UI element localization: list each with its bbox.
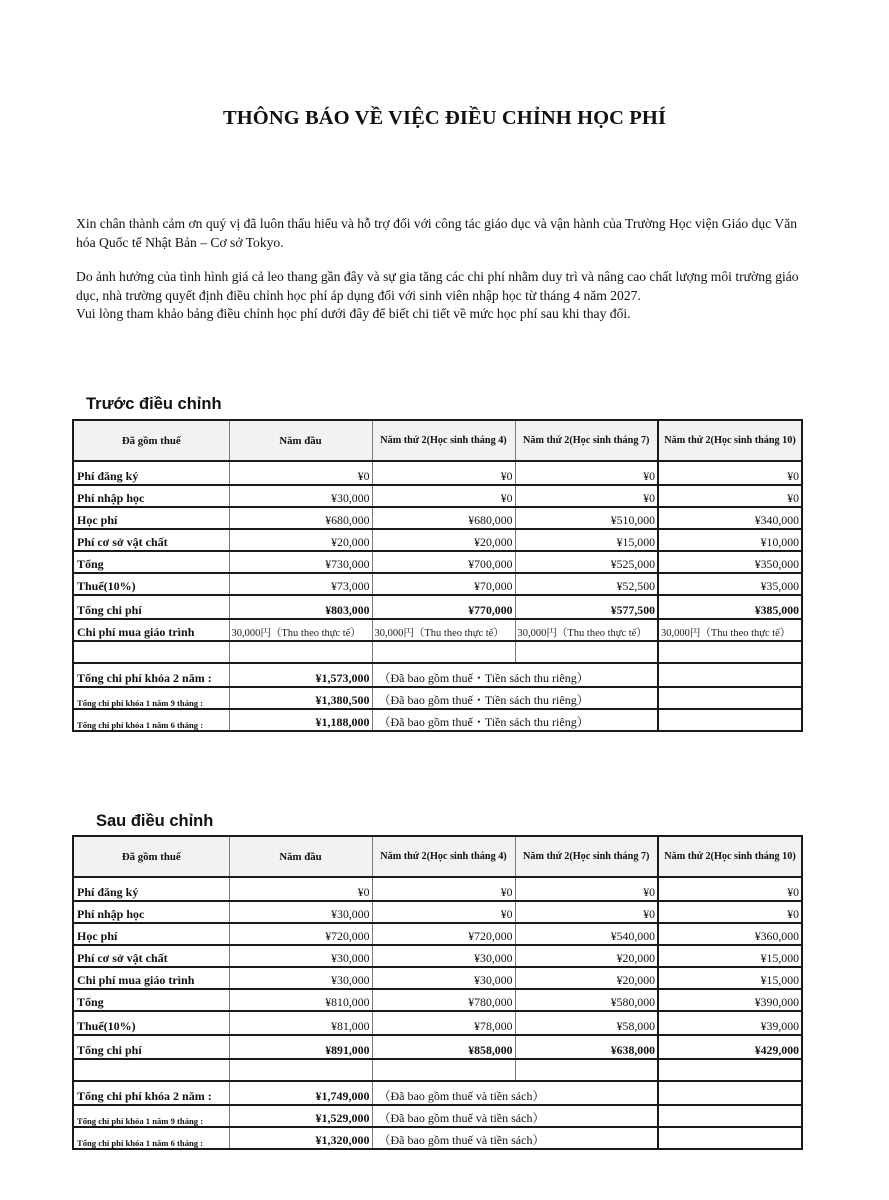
summary-label: Tổng chi phí khóa 1 năm 6 tháng : xyxy=(73,709,229,731)
cell-value: ¥35,000 xyxy=(658,573,802,595)
column-header: Năm thứ 2(Học sinh tháng 4) xyxy=(372,836,515,877)
table-row xyxy=(73,619,802,641)
cell-value: ¥15,000 xyxy=(658,967,802,989)
row-label: Thuế(10%) xyxy=(73,573,229,595)
empty-cell xyxy=(229,1059,372,1081)
table-header-row xyxy=(73,836,802,877)
cell-value: ¥0 xyxy=(658,461,802,485)
empty-cell xyxy=(73,1059,229,1081)
cell-value: ¥0 xyxy=(658,901,802,923)
before-fee-table xyxy=(72,419,803,732)
cell-value: ¥580,000 xyxy=(515,989,658,1011)
table-row xyxy=(73,551,802,573)
summary-row xyxy=(73,1081,802,1105)
intro-paragraph: Xin chân thành cảm ơn quý vị đã luôn thấu hiểu và hỗ trợ đối với công tác giáo dục và vận hành của Trường Học viện Giáo dục Văn hóa Quốc tế Nhật Bản – Cơ sở Tokyo. xyxy=(76,216,798,250)
table-row xyxy=(73,461,802,485)
summary-label: Tổng chi phí khóa 1 năm 9 tháng : xyxy=(73,1105,229,1127)
cell-value: ¥30,000 xyxy=(372,945,515,967)
row-label: Tổng xyxy=(73,551,229,573)
cell-value: ¥700,000 xyxy=(372,551,515,573)
cell-value: ¥30,000 xyxy=(372,967,515,989)
summary-note: （Đã bao gồm thuế・Tiền sách thu riêng） xyxy=(372,663,658,687)
table-row xyxy=(73,923,802,945)
cell-value: ¥20,000 xyxy=(372,529,515,551)
summary-row xyxy=(73,1127,802,1149)
summary-note: （Đã bao gồm thuế・Tiền sách thu riêng） xyxy=(372,687,658,709)
cell-value: ¥525,000 xyxy=(515,551,658,573)
summary-value: ¥1,529,000 xyxy=(229,1105,372,1127)
row-label: Phí đăng ký xyxy=(73,461,229,485)
cell-value: ¥0 xyxy=(515,901,658,923)
cell-value: ¥58,000 xyxy=(515,1011,658,1035)
column-header: Năm thứ 2(Học sinh tháng 7) xyxy=(515,420,658,461)
summary-note: （Đã bao gồm thuế và tiền sách） xyxy=(372,1105,658,1127)
summary-label: Tổng chi phí khóa 2 năm : xyxy=(73,663,229,687)
cell-value: ¥385,000 xyxy=(658,595,802,619)
table-row xyxy=(73,901,802,923)
cell-value: ¥10,000 xyxy=(658,529,802,551)
summary-row xyxy=(73,709,802,731)
row-label: Thuế(10%) xyxy=(73,1011,229,1035)
page-title: THÔNG BÁO VỀ VIỆC ĐIỀU CHỈNH HỌC PHÍ xyxy=(222,107,667,129)
summary-value: ¥1,320,000 xyxy=(229,1127,372,1149)
cell-value: ¥680,000 xyxy=(372,507,515,529)
row-label: Phí đăng ký xyxy=(73,877,229,901)
row-label: Tổng xyxy=(73,989,229,1011)
cell-value: ¥78,000 xyxy=(372,1011,515,1035)
cell-value: ¥638,000 xyxy=(515,1035,658,1059)
table-row xyxy=(73,1011,802,1035)
row-label: Phí nhập học xyxy=(73,485,229,507)
cell-value: 30,000円（Thu theo thực tế） xyxy=(515,619,658,641)
empty-cell xyxy=(658,1081,802,1105)
cell-value: ¥0 xyxy=(372,461,515,485)
cell-value: ¥803,000 xyxy=(229,595,372,619)
cell-value: ¥20,000 xyxy=(515,967,658,989)
row-label: Phí nhập học xyxy=(73,901,229,923)
cell-value: ¥0 xyxy=(229,877,372,901)
table-row xyxy=(73,507,802,529)
summary-value: ¥1,749,000 xyxy=(229,1081,372,1105)
table-row xyxy=(73,485,802,507)
cell-value: 30,000円（Thu theo thực tế） xyxy=(658,619,802,641)
row-label: Học phí xyxy=(73,923,229,945)
cell-value: ¥540,000 xyxy=(515,923,658,945)
cell-value: ¥30,000 xyxy=(229,485,372,507)
summary-note: （Đã bao gồm thuế và tiền sách） xyxy=(372,1127,658,1149)
summary-row xyxy=(73,1105,802,1127)
cell-value: 30,000円（Thu theo thực tế） xyxy=(372,619,515,641)
cell-value: ¥891,000 xyxy=(229,1035,372,1059)
cell-value: ¥680,000 xyxy=(229,507,372,529)
table-row xyxy=(73,989,802,1011)
empty-cell xyxy=(658,663,802,687)
cell-value: ¥0 xyxy=(658,877,802,901)
empty-cell xyxy=(229,641,372,663)
cell-value: ¥577,500 xyxy=(515,595,658,619)
cell-value: ¥0 xyxy=(515,485,658,507)
spacer-row xyxy=(73,641,802,663)
cell-value: ¥429,000 xyxy=(658,1035,802,1059)
row-label: Tổng chi phí xyxy=(73,1035,229,1059)
cell-value: ¥510,000 xyxy=(515,507,658,529)
column-header: Năm đầu xyxy=(229,836,372,877)
cell-value: ¥0 xyxy=(372,901,515,923)
cell-value: ¥52,500 xyxy=(515,573,658,595)
summary-label: Tổng chi phí khóa 1 năm 9 tháng : xyxy=(73,687,229,709)
row-label: Chi phí mua giáo trình xyxy=(73,619,229,641)
empty-cell xyxy=(658,709,802,731)
column-header: Năm đầu xyxy=(229,420,372,461)
cell-value: ¥0 xyxy=(372,485,515,507)
column-header: Đã gồm thuế xyxy=(73,836,229,877)
empty-cell xyxy=(515,641,658,663)
cell-value: ¥0 xyxy=(372,877,515,901)
table-row xyxy=(73,945,802,967)
cell-value: ¥360,000 xyxy=(658,923,802,945)
cell-value: ¥0 xyxy=(658,485,802,507)
summary-note: （Đã bao gồm thuế・Tiền sách thu riêng） xyxy=(372,709,658,731)
cell-value: ¥730,000 xyxy=(229,551,372,573)
cell-value: ¥770,000 xyxy=(372,595,515,619)
cell-value: ¥0 xyxy=(515,877,658,901)
table-header-row xyxy=(73,420,802,461)
cell-value: ¥350,000 xyxy=(658,551,802,573)
summary-value: ¥1,188,000 xyxy=(229,709,372,731)
column-header: Đã gồm thuế xyxy=(73,420,229,461)
cell-value: ¥780,000 xyxy=(372,989,515,1011)
empty-cell xyxy=(658,641,802,663)
table-row xyxy=(73,967,802,989)
table-row-total xyxy=(73,1035,802,1059)
cell-value: 30,000円（Thu theo thực tế） xyxy=(229,619,372,641)
empty-cell xyxy=(658,1059,802,1081)
empty-cell xyxy=(372,1059,515,1081)
table-row-total xyxy=(73,595,802,619)
cell-value: ¥30,000 xyxy=(229,967,372,989)
spacer-row xyxy=(73,1059,802,1081)
notice-paragraph xyxy=(76,268,816,324)
cell-value: ¥390,000 xyxy=(658,989,802,1011)
column-header: Năm thứ 2(Học sinh tháng 4) xyxy=(372,420,515,461)
row-label: Tổng chi phí xyxy=(73,595,229,619)
empty-cell xyxy=(658,1127,802,1149)
notice-text: Do ảnh hưởng của tình hình giá cả leo thang gần đây và sự gia tăng các chi phí nhằm duy trì và nâng cao chất lượng môi trường giáo dục, nhà trường quyết định điều chỉnh học phí áp dụng đối với sinh viên nhập học từ tháng 4 năm 2027. xyxy=(76,269,799,303)
row-label: Chi phí mua giáo trình xyxy=(73,967,229,989)
cell-value: ¥810,000 xyxy=(229,989,372,1011)
column-header: Năm thứ 2(Học sinh tháng 10) xyxy=(658,420,802,461)
summary-value: ¥1,380,500 xyxy=(229,687,372,709)
row-label: Phí cơ sở vật chất xyxy=(73,529,229,551)
column-header: Năm thứ 2(Học sinh tháng 7) xyxy=(515,836,658,877)
summary-row xyxy=(73,663,802,687)
before-section-title: Trước điều chỉnh xyxy=(86,395,222,413)
summary-label: Tổng chi phí khóa 1 năm 6 tháng : xyxy=(73,1127,229,1149)
cell-value: ¥0 xyxy=(229,461,372,485)
summary-row xyxy=(73,687,802,709)
table-row xyxy=(73,573,802,595)
cell-value: ¥15,000 xyxy=(658,945,802,967)
summary-note: （Đã bao gồm thuế và tiền sách） xyxy=(372,1081,658,1105)
after-fee-table xyxy=(72,835,803,1150)
summary-value: ¥1,573,000 xyxy=(229,663,372,687)
column-header: Năm thứ 2(Học sinh tháng 10) xyxy=(658,836,802,877)
empty-cell xyxy=(515,1059,658,1081)
row-label: Phí cơ sở vật chất xyxy=(73,945,229,967)
empty-cell xyxy=(658,1105,802,1127)
cell-value: ¥20,000 xyxy=(229,529,372,551)
cell-value: ¥39,000 xyxy=(658,1011,802,1035)
after-section-title: Sau điều chỉnh xyxy=(96,812,214,830)
empty-cell xyxy=(372,641,515,663)
cell-value: ¥858,000 xyxy=(372,1035,515,1059)
cell-value: ¥720,000 xyxy=(372,923,515,945)
notice-reference-text: Vui lòng tham khảo bảng điều chỉnh học phí dưới đây để biết chi tiết về mức học phí sau khi thay đổi. xyxy=(76,306,631,321)
summary-label: Tổng chi phí khóa 2 năm : xyxy=(73,1081,229,1105)
table-row xyxy=(73,529,802,551)
cell-value: ¥81,000 xyxy=(229,1011,372,1035)
cell-value: ¥340,000 xyxy=(658,507,802,529)
empty-cell xyxy=(658,687,802,709)
cell-value: ¥30,000 xyxy=(229,945,372,967)
empty-cell xyxy=(73,641,229,663)
cell-value: ¥73,000 xyxy=(229,573,372,595)
cell-value: ¥30,000 xyxy=(229,901,372,923)
cell-value: ¥720,000 xyxy=(229,923,372,945)
cell-value: ¥0 xyxy=(515,461,658,485)
cell-value: ¥15,000 xyxy=(515,529,658,551)
cell-value: ¥70,000 xyxy=(372,573,515,595)
table-row xyxy=(73,877,802,901)
cell-value: ¥20,000 xyxy=(515,945,658,967)
row-label: Học phí xyxy=(73,507,229,529)
